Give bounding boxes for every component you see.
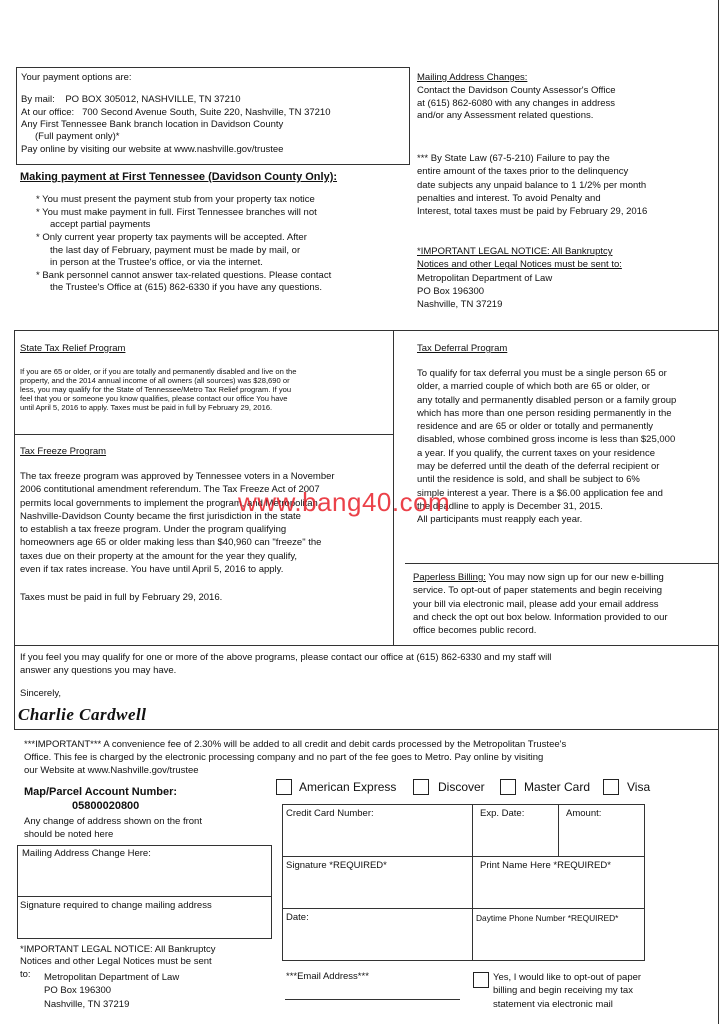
state-law-notice — [417, 152, 647, 218]
state-relief-heading: State Tax Relief Program — [20, 343, 126, 354]
bank-location: Any First Tennessee Bank branch location in Davidson County — [21, 119, 284, 131]
first-tennessee-heading: Making payment at First Tennessee (Davidson County Only): — [20, 171, 338, 183]
bullet-line: accept partial payments — [50, 219, 151, 231]
optout-line: Yes, I would like to opt-out of paper — [493, 972, 642, 983]
bullet-line: * You must present the payment stub from your property tax notice — [36, 194, 315, 205]
daytime-phone-field[interactable]: Daytime Phone Number *REQUIRED* — [476, 913, 619, 923]
state-relief-line: feel that you or someone you know qualifies, please contact our office You have — [20, 394, 288, 404]
optout-text — [493, 971, 641, 1011]
state-law-line: penalties and interest. To avoid Penalty and — [417, 192, 601, 204]
bullet-line: the last day of February, payment must be made by mail, or — [50, 244, 301, 256]
tax-deferral-line: may be deferred until the death of the deferral recipient or — [417, 461, 660, 473]
legal-address-bottom — [44, 971, 179, 1011]
paperless-line: office becomes public record. — [413, 625, 537, 637]
bullet-line: in person at the Trustee's office, or via the internet. — [50, 257, 263, 269]
american-express-checkbox[interactable] — [276, 779, 292, 795]
optout-line: billing and begin receiving my tax — [493, 985, 633, 997]
divider — [14, 645, 718, 646]
state-law-line: *** By State Law (67-5-210) Failure to pay the — [417, 153, 610, 164]
bullet-line: the Trustee's Office at (615) 862-6330 if you have any questions. — [50, 282, 323, 294]
signature: Charlie Cardwell — [18, 705, 147, 724]
closing-line: If you feel you may qualify for one or more of the above programs, please contact our office at (615) 862-6330 and my staff will — [20, 652, 552, 663]
tax-deferral-footer: All participants must reapply each year. — [417, 514, 583, 526]
tax-deferral-line: which has more than one person residing permanently in the — [417, 407, 672, 419]
watermark: www.bang40.com — [238, 487, 451, 517]
divider — [14, 434, 393, 435]
tax-deferral-line: residence and are 65 or older or totally and permanently — [417, 421, 654, 433]
paperless-line: service. To opt-out of paper statements and begin receiving — [413, 585, 663, 597]
legal-address-line: Metropolitan Department of Law — [44, 972, 180, 983]
legal-address-line: PO Box 196300 — [417, 285, 485, 297]
divider — [282, 908, 645, 909]
bank-note: (Full payment only)* — [35, 131, 120, 143]
american-express-label: American Express — [299, 780, 397, 794]
account-number: 05800020800 — [72, 800, 140, 812]
legal-address-line: PO Box 196300 — [44, 985, 112, 997]
mailing-changes-heading: Mailing Address Changes: — [417, 72, 528, 83]
mailing-change-label: Mailing Address Change Here: — [22, 848, 151, 859]
discover-checkbox[interactable] — [413, 779, 429, 795]
to-label: to: — [20, 969, 31, 980]
convenience-line: Office. This fee is charged by the electronic processing company and no part of the fee goes to Metro. Pay online by visiting — [24, 751, 544, 763]
mailing-changes-line: at (615) 862-6080 with any changes in address — [417, 97, 616, 109]
legal-notice-line: *IMPORTANT LEGAL NOTICE: All Bankruptcy — [20, 944, 216, 955]
paperless-line: your bill via electronic mail, please add your email address — [413, 598, 659, 610]
tax-deferral-line: a year. If you qualify, the current taxes on your residence — [417, 447, 655, 459]
legal-notice-line: Notices and other Legal Notices must be sent — [20, 956, 212, 968]
tax-deferral-line: until the residence is sold, and shall be subject to 6% — [417, 474, 640, 486]
amount-field[interactable]: Amount: — [566, 808, 602, 819]
paperless-billing — [413, 571, 668, 637]
closing-line: answer any questions you may have. — [20, 665, 177, 677]
state-relief-line: until April 5, 2016 to apply. Taxes must be paid in full by February 29, 2016. — [20, 403, 273, 413]
closing-text — [20, 651, 551, 678]
paperless-optout-checkbox[interactable] — [473, 972, 489, 988]
card-form — [282, 804, 645, 961]
divider — [14, 330, 15, 730]
office-address: At our office: 700 Second Avenue South, Suite 220, Nashville, TN 37210 — [21, 106, 331, 118]
legal-address-line: Nashville, TN 37219 — [417, 299, 503, 311]
change-note — [24, 816, 202, 842]
optout-line: statement via electronic mail — [493, 998, 613, 1010]
tax-freeze-line: homeowners age 65 or older making less than $40,960 can "freeze" the — [20, 537, 322, 549]
divider — [558, 804, 559, 856]
tax-deferral-body — [417, 367, 676, 527]
legal-notice-heading: Notices and other Legal Notices must be sent to: — [417, 259, 622, 271]
master-card-checkbox[interactable] — [500, 779, 516, 795]
signature-field[interactable]: Signature *REQUIRED* — [286, 860, 387, 871]
mailing-changes-line: and/or any Assessment related questions. — [417, 110, 594, 122]
divider — [17, 896, 272, 897]
visa-label: Visa — [627, 780, 651, 794]
state-law-line: Interest, total taxes must be paid by February 29, 2016 — [417, 206, 648, 218]
credit-card-number-field[interactable]: Credit Card Number: — [286, 808, 374, 819]
paperless-heading: Paperless Billing: — [413, 572, 486, 583]
bullet-line: * Bank personnel cannot answer tax-related questions. Please contact — [36, 269, 332, 281]
divider — [14, 330, 718, 331]
tax-freeze-line: Nashville-Davidson County became the first jurisdiction in the state — [20, 510, 301, 522]
sincerely: Sincerely, — [20, 688, 62, 699]
page-edge-line — [718, 0, 719, 1024]
convenience-line: ***IMPORTANT*** A convenience fee of 2.30% will be added to all credit and debit cards processed by the Metropolitan Trustee's — [24, 739, 567, 750]
master-card-label: Master Card — [524, 780, 591, 794]
tax-freeze-footer: Taxes must be paid in full by February 29, 2016. — [20, 592, 223, 603]
email-input-line[interactable] — [285, 999, 460, 1000]
state-relief-line: less, you may qualify for the State of Tennessee/Metro Tax Relief program. If you — [20, 385, 292, 395]
payment-options — [21, 72, 331, 156]
paperless-line: You may now sign up for our new e-billing — [485, 572, 664, 583]
tax-deferral-line: older, a married couple of which both are 65 or older, or — [417, 381, 650, 393]
tax-deferral-line: any totally and permanently disabled person or a family group — [417, 394, 677, 406]
state-relief-body — [20, 367, 297, 413]
tax-deferral-line: simple interest a year. There is a $6.00 application fee and — [417, 487, 663, 499]
legal-address-line: Nashville, TN 37219 — [44, 998, 130, 1010]
change-note-line: Any change of address shown on the front — [24, 816, 202, 827]
date-field[interactable]: Date: — [286, 912, 309, 923]
tax-freeze-line: permits local governments to implement the program, and Metropolitan — [20, 497, 318, 509]
tax-freeze-heading: Tax Freeze Program — [20, 446, 107, 457]
tax-freeze-line: to establish a tax freeze program. Under the program qualifying — [20, 524, 287, 536]
divider — [472, 804, 473, 961]
payment-options-title: Your payment options are: — [21, 72, 132, 83]
paperless-line: and check the opt out box below. Information provided to our — [413, 611, 668, 623]
first-tennessee-bullets — [36, 194, 331, 295]
state-relief-line: property, and the 2014 annual income of all owners (all sources) was $28,690 or — [20, 376, 290, 386]
exp-date-field[interactable]: Exp. Date: — [480, 808, 525, 819]
legal-address-line: Metropolitan Department of Law — [417, 272, 553, 284]
tax-deferral-heading: Tax Deferral Program — [417, 343, 508, 354]
mailing-changes — [417, 72, 616, 123]
signature-required-label: Signature required to change mailing address — [20, 900, 212, 911]
legal-notice-heading: *IMPORTANT LEGAL NOTICE: All Bankruptcy — [417, 246, 613, 257]
divider — [14, 729, 718, 730]
state-law-line: entire amount of the taxes prior to the delinquency — [417, 166, 629, 178]
tax-freeze-line: The tax freeze program was approved by Tennessee voters in a November — [20, 471, 335, 482]
email-label: ***Email Address*** — [286, 971, 369, 982]
convenience-fee-notice — [24, 739, 566, 777]
tax-deferral-line: the deadline to apply is December 31, 2015. — [417, 500, 603, 512]
tax-freeze-line: even if tax rates increase. You have until April 5, 2016 to apply. — [20, 564, 284, 576]
discover-label: Discover — [438, 780, 485, 794]
legal-notice-top — [417, 245, 622, 311]
state-law-line: date subjects any unpaid balance to 1 1/2% per month — [417, 179, 647, 191]
change-note-line: should be noted here — [24, 828, 114, 840]
mail-address: By mail: PO BOX 305012, NASHVILLE, TN 37210 — [21, 94, 241, 106]
bullet-line: * Only current year property tax payments will be accepted. After — [36, 231, 307, 243]
account-label: Map/Parcel Account Number: — [24, 786, 178, 798]
print-name-field[interactable]: Print Name Here *REQUIRED* — [480, 860, 611, 871]
tax-deferral-line: To qualify for tax deferral you must be a single person 65 or — [417, 368, 667, 379]
tax-deferral-line: disabled, whose combined gross income is less than $25,000 — [417, 434, 676, 446]
state-relief-line: If you are 65 or older, or if you are totally and permanently disabled and live on the — [20, 367, 297, 376]
divider — [405, 563, 718, 564]
tax-freeze-line: taxes due on their property at the amount for the year they qualify, — [20, 550, 298, 562]
legal-notice-bottom — [20, 944, 216, 969]
tax-freeze-line: 2006 contitutional amendment referendum. The Tax Freeze Act of 2007 — [20, 484, 320, 496]
visa-checkbox[interactable] — [603, 779, 619, 795]
convenience-line: our Website at www.Nashville.gov/trustee — [24, 764, 199, 776]
bullet-line: * You must make payment in full. First Tennessee branches will not — [36, 206, 317, 218]
online-payment: Pay online by visiting our website at www.nashville.gov/trustee — [21, 143, 284, 155]
mailing-changes-line: Contact the Davidson County Assessor's Office — [417, 84, 616, 96]
divider — [282, 856, 645, 857]
